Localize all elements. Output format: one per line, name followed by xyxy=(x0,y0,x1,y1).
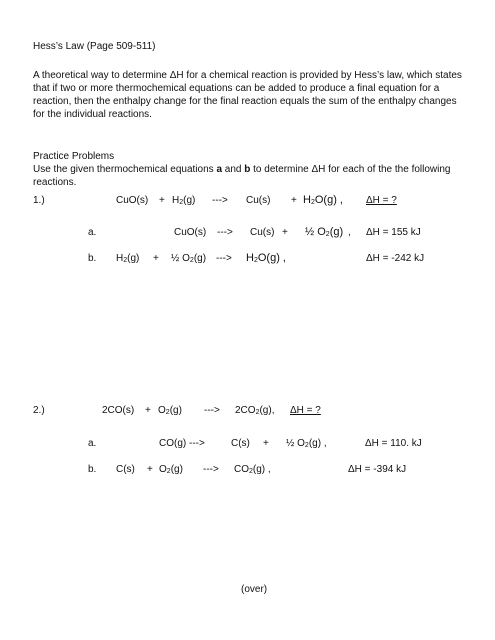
plus-sign: + xyxy=(147,464,153,475)
comma: , xyxy=(348,227,351,238)
delta-h-value: ΔH = -242 kJ xyxy=(366,253,425,264)
reactant-half-o2: ½ $O_2(g)$ xyxy=(171,253,207,264)
plus-sign: + xyxy=(153,253,159,264)
product-half-o2: ½ $O_2(g)$ , xyxy=(286,438,327,449)
delta-h-unknown: ΔH = ? xyxy=(290,405,321,416)
reactant-o2: $O_2(g)$ xyxy=(158,405,182,416)
equation-label-a: a. xyxy=(88,438,97,449)
equation-label-a: a. xyxy=(88,227,97,238)
reaction-arrow: ---> xyxy=(203,464,219,475)
reactant-o2: $O_2(g)$ xyxy=(159,464,183,475)
practice-instructions: Use the given thermochemical equations a and b to determine ΔH for each of the the following reactions. xyxy=(33,164,451,188)
practice-title: Practice Problems xyxy=(33,151,115,162)
plus-sign: + xyxy=(159,195,165,206)
plus-sign: + xyxy=(263,438,269,449)
delta-h-value: ΔH = 155 kJ xyxy=(366,227,421,238)
problem-number: 2.) xyxy=(33,405,45,416)
reactant-2co: 2CO(s) xyxy=(102,405,135,416)
reaction-arrow: ---> xyxy=(204,405,220,416)
product-half-o2: ½ $O_2(g)$ xyxy=(305,226,344,238)
reactant-cuo: CuO(s) xyxy=(174,227,207,238)
delta-h-unknown: ΔH = ? xyxy=(366,195,397,206)
reactant-cuo: CuO(s) xyxy=(116,195,149,206)
reactant-h2: $H_2(g)$ xyxy=(116,253,140,264)
product-cu: Cu(s) xyxy=(246,195,271,206)
reactant-co-arrow: CO(g) ---> xyxy=(159,438,205,449)
plus-sign: + xyxy=(291,195,297,206)
problem-number: 1.) xyxy=(33,195,45,206)
reactant-c: C(s) xyxy=(116,464,135,475)
product-co2: $CO_2(g)$ , xyxy=(234,464,271,475)
product-c: C(s) xyxy=(231,438,250,449)
product-cu: Cu(s) xyxy=(250,227,275,238)
intro-paragraph: A theoretical way to determine ΔH for a chemical reaction is provided by Hess’s law, which states that if two or more thermochemical equations can be added to produce a final equation for a reaction, then the enthalpy change for the final reaction equals the sum of the enthalpy changes for the individual reactions. xyxy=(33,70,462,120)
product-h2o: $H_2O(g)$ , xyxy=(303,194,343,206)
product-h2o: $H_2O(g)$ , xyxy=(246,252,286,264)
reaction-arrow: ---> xyxy=(217,227,233,238)
page-title: Hess’s Law (Page 509-511) xyxy=(33,41,156,52)
product-2co2: $2CO_2(g)$, xyxy=(235,405,275,416)
plus-sign: + xyxy=(282,227,288,238)
reactant-h2: $H_2(g)$ xyxy=(172,195,196,206)
plus-sign: + xyxy=(145,405,151,416)
delta-h-value: ΔH = 110. kJ xyxy=(365,438,422,449)
page-footer-over: (over) xyxy=(241,584,268,595)
delta-h-value: ΔH = -394 kJ xyxy=(348,464,407,475)
equation-label-b: b. xyxy=(88,464,97,475)
reaction-arrow: ---> xyxy=(212,195,228,206)
reaction-arrow: ---> xyxy=(216,253,232,264)
equation-label-b: b. xyxy=(88,253,97,264)
